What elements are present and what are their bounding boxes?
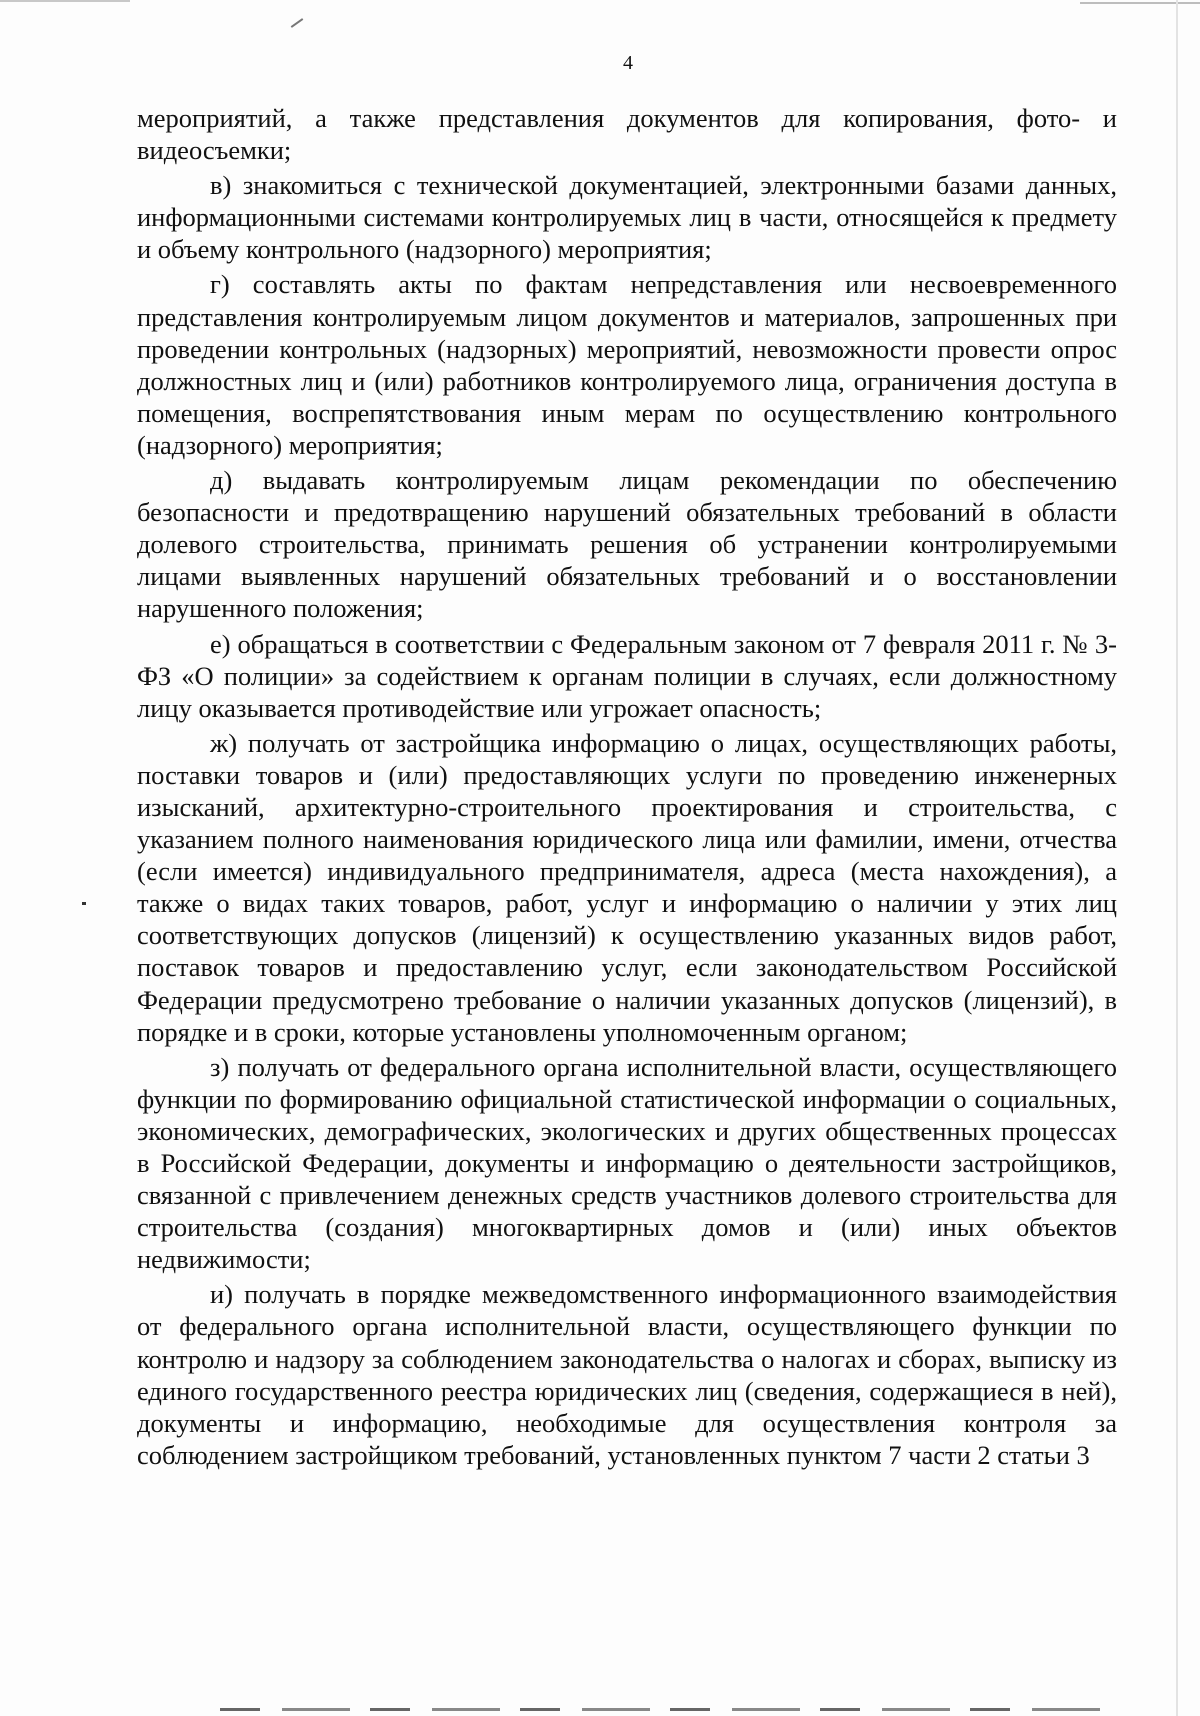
scan-artifact-bottom-line (220, 1708, 1120, 1711)
paragraph-item-e: е) обращаться в соответствии с Федеральным законом от 7 февраля 2011 г. № 3-ФЗ «О полиции» за содействием к органам полиции в случаях, если должностному лицу оказывается противодействие или угрожает опасность; (137, 628, 1117, 723)
scan-artifact-top-left (0, 0, 130, 2)
paragraph-item-d: д) выдавать контролируемым лицам рекомендации по обеспечению безопасности и предотвращению нарушений обязательных требований в области долевого строительства, принимать решения об устранении контролируемыми лицами выявленных нарушений обязательных требований и о восстановлении нарушенного положения; (137, 465, 1117, 624)
scan-artifact-tick (291, 18, 304, 28)
paragraph-item-zh: ж) получать от застройщика информацию о лицах, осуществляющих работы, поставки товаров и (или) предоставляющих услуги по проведению инженерных изысканий, архитектурно-строительного проектирования и строительства, с указанием полного наименования юридического лица или фамилии, имени, отчества (если имеется) индивидуального предпринимателя, адреса (места нахождения), а также о видах таких товаров, работ, услуг и информацию о наличии у этих лиц соответствующих допусков (лицензий) к осуществлению указанных видов работ, поставок товаров и предоставлению услуг, если законодательством Российской Федерации предусмотрено требование о наличии указанных допусков (лицензий), в порядке и в сроки, которые установлены уполномоченным органом; (137, 727, 1117, 1047)
scan-artifact-right-edge (1176, 0, 1178, 1716)
paragraph-item-i: и) получать в порядке межведомственного информационного взаимодействия от федерального органа исполнительной власти, осуществляющего функции по контролю и надзору за соблюдением законодательства о налогах и сборах, выписку из единого государственного реестра юридических лиц (сведения, содержащиеся в ней), документы и информацию, необходимые для осуществления контроля за соблюдением застройщиком требований, установленных пунктом 7 части 2 статьи 3 (137, 1279, 1117, 1470)
paragraph-continuation: мероприятий, а также представления документов для копирования, фото- и видеосъемки; (137, 103, 1117, 166)
page-number: 4 (623, 52, 633, 74)
paragraph-item-v: в) знакомиться с технической документацией, электронными базами данных, информационными системами контролируемых лиц в части, относящейся к предмету и объему контрольного (надзорного) мероприятия; (137, 170, 1117, 265)
scan-artifact-top-right (1080, 2, 1200, 4)
scan-artifact-dot (82, 902, 86, 905)
paragraph-item-g: г) составлять акты по фактам непредставления или несвоевременного представления контролируемым лицом документов и материалов, запрошенных при проведении контрольных (надзорных) мероприятий, невозможности провести опрос должностных лиц и (или) работников контролируемого лица, ограничения доступа в помещения, воспрепятствования иным мерам по осуществлению контрольного (надзорного) мероприятия; (137, 269, 1117, 460)
paragraph-item-z: з) получать от федерального органа исполнительной власти, осуществляющего функции по формированию официальной статистической информации о социальных, экономических, демографических, экологических и других общественных процессах в Российской Федерации, документы и информацию о деятельности застройщиков, связанной с привлечением денежных средств участников долевого строительства для строительства (создания) многоквартирных домов и (или) иных объектов недвижимости; (137, 1051, 1117, 1275)
document-body (137, 102, 1117, 1471)
